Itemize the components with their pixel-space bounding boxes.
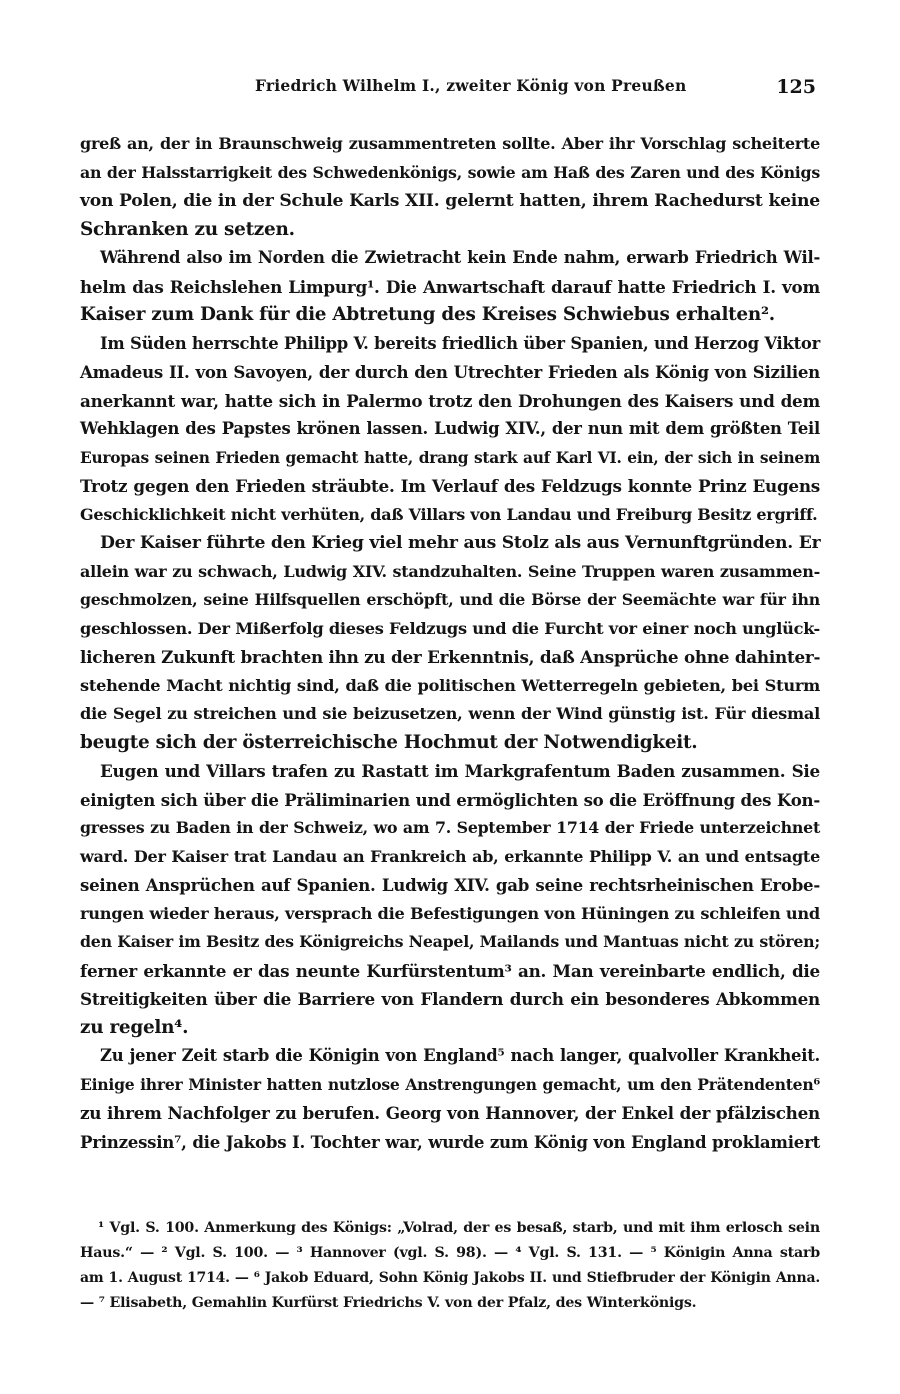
text-line: Im Süden herrschte Philipp V. bereits friedlich über Spanien, und Herzog Viktor <box>100 333 820 353</box>
text-line: Zu jener Zeit starb die Königin von England⁵ nach langer, qualvoller Krankheit. <box>100 1046 820 1065</box>
text-line: von Polen, die in der Schule Karls XII. gelernt hatten, ihrem Rachedurst keine <box>80 191 820 211</box>
text-line: ward. Der Kaiser trat Landau an Frankreich ab, erkannte Philipp V. an und entsagte <box>80 846 820 866</box>
text-line: Prinzessin⁷, die Jakobs I. Tochter war, wurde zum König von England proklamiert <box>80 1131 820 1152</box>
text-line: Amadeus II. von Savoyen, der durch den Utrechter Frieden als König von Sizilien <box>80 362 820 382</box>
text-line: Wehklagen des Papstes krönen lassen. Ludwig XIV., der nun mit dem größten Teil <box>80 419 820 438</box>
text-line: zu regeln⁴. <box>80 1016 189 1038</box>
text-line: Geschicklichkeit nicht verhüten, daß Villars von Landau und Freiburg Besitz ergriff. <box>80 504 818 524</box>
running-head <box>80 76 820 104</box>
text-line: Europas seinen Frieden gemacht hatte, drang stark auf Karl VI. ein, der sich in seinem <box>80 448 820 467</box>
text-line: beugte sich der österreichische Hochmut der Notwendigkeit. <box>80 731 698 753</box>
text-line: Eugen und Villars trafen zu Rastatt im Markgrafentum Baden zusammen. Sie <box>100 761 820 781</box>
text-line: Streitigkeiten über die Barriere von Flandern durch ein besonderes Abkommen <box>80 989 820 1009</box>
text-line: Kaiser zum Dank für die Abtretung des Kreises Schwiebus erhalten². <box>80 304 775 325</box>
text-line: die Segel zu streichen und sie beizusetzen, wenn der Wind günstig ist. Für diesmal <box>80 704 820 723</box>
text-line: helm das Reichslehen Limpurg¹. Die Anwartschaft darauf hatte Friedrich I. vom <box>80 276 820 297</box>
running-head-title: Friedrich Wilhelm I., zweiter König von Preußen <box>255 76 687 95</box>
text-line: zu ihrem Nachfolger zu berufen. Georg von Hannover, der Enkel der pfälzischen <box>80 1103 820 1123</box>
text-line: licheren Zukunft brachten ihn zu der Erkenntnis, daß Ansprüche ohne dahinter- <box>80 647 821 667</box>
footnotes <box>80 1216 820 1316</box>
text-line: geschmolzen, seine Hilfsquellen erschöpft, und die Börse der Seemächte war für ihn <box>80 590 820 609</box>
text-line: greß an, der in Braunschweig zusammentreten sollte. Aber ihr Vorschlag scheiterte <box>80 134 820 153</box>
text-line: seinen Ansprüchen auf Spanien. Ludwig XIV. gab seine rechtsrheinischen Erobe- <box>80 875 820 895</box>
text-line: Während also im Norden die Zwietracht kein Ende nahm, erwarb Friedrich Wil- <box>100 248 820 267</box>
text-line: ferner erkannte er das neunte Kurfürstentum³ an. Man vereinbarte endlich, die <box>80 960 820 981</box>
footnote-line: am 1. August 1714. — ⁶ Jakob Eduard, Sohn König Jakobs II. und Stiefbruder der Königin Anna. <box>80 1270 820 1286</box>
text-line: stehende Macht nichtig sind, daß die politischen Wetterregeln gebieten, bei Sturm <box>80 675 820 695</box>
text-line: allein war zu schwach, Ludwig XIV. standzuhalten. Seine Truppen waren zusammen- <box>80 561 820 581</box>
text-line: Der Kaiser führte den Krieg viel mehr aus Stolz als aus Vernunftgründen. Er <box>100 533 821 553</box>
text-line: den Kaiser im Besitz des Königreichs Neapel, Mailands und Mantuas nicht zu stören; <box>80 932 820 951</box>
footnote-line: Haus.“ — ² Vgl. S. 100. — ³ Hannover (vgl. S. 98). — ⁴ Vgl. S. 131. — ⁵ Königin Anna starb <box>80 1245 820 1261</box>
text-line: Einige ihrer Minister hatten nutzlose Anstrengungen gemacht, um den Prätendenten⁶ <box>80 1074 820 1094</box>
text-line: Trotz gegen den Frieden sträubte. Im Verlauf des Feldzugs konnte Prinz Eugens <box>80 476 820 496</box>
text-line: anerkannt war, hatte sich in Palermo trotz den Drohungen des Kaisers und dem <box>80 390 820 411</box>
text-line: an der Halsstarrigkeit des Schwedenkönigs, sowie am Haß des Zaren und des Königs <box>80 162 820 182</box>
text-line: rungen wieder heraus, versprach die Befestigungen von Hüningen zu schleifen und <box>80 903 820 923</box>
body-text <box>80 130 820 1156</box>
text-line: geschlossen. Der Mißerfolg dieses Feldzugs und die Furcht vor einer noch unglück- <box>80 618 820 638</box>
footnote-line: — ⁷ Elisabeth, Gemahlin Kurfürst Friedrichs V. von der Pfalz, des Winterkönigs. <box>80 1295 697 1311</box>
text-line: gresses zu Baden in der Schweiz, wo am 7. September 1714 der Friede unterzeichnet <box>80 818 820 837</box>
footnote-line: ¹ Vgl. S. 100. Anmerkung des Königs: „Volrad, der es besaß, starb, und mit ihm erlosch sein <box>98 1220 820 1236</box>
text-line: Schranken zu setzen. <box>80 218 295 240</box>
page-number: 125 <box>776 76 816 98</box>
text-line: einigten sich über die Präliminarien und ermöglichten so die Eröffnung des Kon- <box>80 789 820 810</box>
